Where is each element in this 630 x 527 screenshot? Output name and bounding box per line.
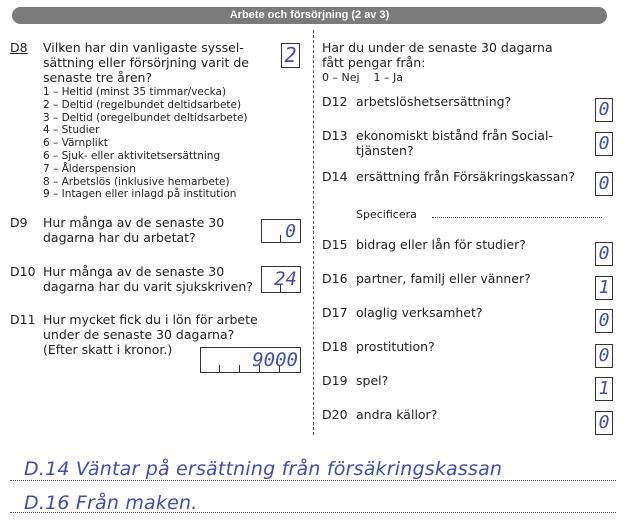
question-d10-line: Hur många av de senaste 30 xyxy=(43,264,225,279)
answer-d12: 0 xyxy=(598,99,610,120)
option-d8: 7 – Ålderspension xyxy=(43,162,136,175)
option-d8: 8 – Arbetslös (inklusive hemarbete) xyxy=(43,175,230,188)
option-d8: 3 – Deltid (oregelbundet deltidsarbete) xyxy=(43,111,248,124)
question-d8-line: Vilken har din vanligaste syssel- xyxy=(43,40,244,55)
answer-d17: 0 xyxy=(598,310,610,331)
question-d11-line: (Efter skatt i kronor.) xyxy=(43,342,173,357)
answer-d11: 9000 xyxy=(252,349,298,371)
answer-box-d12[interactable] xyxy=(595,98,613,122)
option-d8: 9 – Intagen eller inlagd på institution xyxy=(43,188,237,201)
answer-box-d9[interactable] xyxy=(261,219,301,243)
answer-d9: 0 xyxy=(285,221,296,242)
answer-box-d14[interactable] xyxy=(595,172,613,196)
question-d9-line: Hur många av de senaste 30 xyxy=(43,215,225,230)
question-d9 xyxy=(43,215,258,245)
question-id-d10: D10 xyxy=(10,264,36,279)
answer-d18: 0 xyxy=(598,345,610,366)
question-id-d15: D15 xyxy=(322,237,348,252)
option-d8: 6 – Värnplikt xyxy=(43,137,108,150)
question-d13-line: tjänsten? xyxy=(356,143,414,158)
options-d8 xyxy=(43,86,303,201)
answer-d15: 0 xyxy=(598,243,610,264)
handwritten-note-1: D.14 Väntar på ersättning från försäkringskassan xyxy=(24,458,503,480)
question-d15: bidrag eller lån för studier? xyxy=(356,237,526,252)
right-intro-line: fått pengar från: xyxy=(322,55,426,70)
column-divider xyxy=(313,30,314,435)
option-d8: 2 – Deltid (regelbundet deltidsarbete) xyxy=(43,98,242,111)
digit-divider xyxy=(219,365,220,373)
specify-label: Specificera xyxy=(356,208,417,221)
question-id-d19: D19 xyxy=(322,373,348,388)
digit-divider xyxy=(239,365,240,373)
right-intro-line: Har du under de senaste 30 dagarna xyxy=(322,40,553,55)
answer-box-d16[interactable] xyxy=(595,276,613,300)
question-id-d16: D16 xyxy=(322,271,348,286)
question-d13-line: ekonomiskt bistånd från Social- xyxy=(356,128,553,143)
question-id-d11: D11 xyxy=(10,312,36,327)
answer-d14: 0 xyxy=(598,173,610,194)
question-d17: olaglig verksamhet? xyxy=(356,305,483,320)
note-line-1[interactable] xyxy=(10,442,616,481)
question-d8 xyxy=(43,40,278,85)
digit-divider xyxy=(280,235,281,243)
question-id-d18: D18 xyxy=(322,339,348,354)
answer-box-d15[interactable] xyxy=(595,242,613,266)
answer-d16: 1 xyxy=(598,277,610,298)
question-id-d20: D20 xyxy=(322,407,348,422)
option-d8: 1 – Heltid (minst 35 timmar/vecka) xyxy=(43,86,227,98)
answer-d13: 0 xyxy=(598,133,610,154)
question-d11-line: under de senaste 30 dagarna? xyxy=(43,327,235,342)
question-d8-line: senaste tre åren? xyxy=(43,70,153,85)
note-line-2[interactable] xyxy=(10,482,616,513)
question-id-d12: D12 xyxy=(322,94,348,109)
answer-d8: 2 xyxy=(284,43,297,67)
question-d18: prostitution? xyxy=(356,339,435,354)
option-d8: 4 – Studier xyxy=(43,124,100,137)
question-d10-line: dagarna har du varit sjukskriven? xyxy=(43,279,253,294)
question-id-d8: D8 xyxy=(10,40,28,55)
answer-d10: 24 xyxy=(274,268,297,290)
question-id-d17: D17 xyxy=(322,305,348,320)
option-d8: 6 – Sjuk- eller aktivitetsersättning xyxy=(43,149,221,162)
answer-d19: 1 xyxy=(598,378,610,399)
answer-box-d13[interactable] xyxy=(595,132,613,156)
answer-scale: 0 – Nej 1 – Ja xyxy=(322,71,404,84)
answer-box-d19[interactable] xyxy=(595,377,613,401)
answer-box-d8[interactable] xyxy=(281,43,300,68)
handwritten-note-2: D.16 Från maken. xyxy=(24,492,198,514)
question-d12: arbetslöshetsersättning? xyxy=(356,94,512,109)
answer-d20: 0 xyxy=(598,412,610,433)
answer-box-d11[interactable] xyxy=(200,347,301,373)
question-id-d9: D9 xyxy=(10,215,28,230)
section-header: Arbete och försörjning (2 av 3) xyxy=(12,7,607,24)
question-id-d13: D13 xyxy=(322,128,348,143)
question-d20: andra källor? xyxy=(356,407,438,422)
question-d11-line: Hur mycket fick du i lön för arbete xyxy=(43,312,258,327)
answer-box-d10[interactable] xyxy=(261,266,301,293)
question-d8-line: sättning eller försörjning varit de xyxy=(43,55,249,70)
answer-box-d17[interactable] xyxy=(595,309,613,333)
question-id-d14: D14 xyxy=(322,169,348,184)
question-d9-line: dagarna har du arbetat? xyxy=(43,230,196,245)
specify-line[interactable] xyxy=(432,217,602,218)
question-d16: partner, familj eller vänner? xyxy=(356,271,531,286)
question-d13 xyxy=(356,128,553,158)
answer-box-d20[interactable] xyxy=(595,411,613,435)
answer-box-d18[interactable] xyxy=(595,344,613,368)
question-d14: ersättning från Försäkringskassan? xyxy=(356,169,575,184)
right-intro xyxy=(322,40,612,70)
question-d10 xyxy=(43,264,263,294)
question-d19: spel? xyxy=(356,373,389,388)
